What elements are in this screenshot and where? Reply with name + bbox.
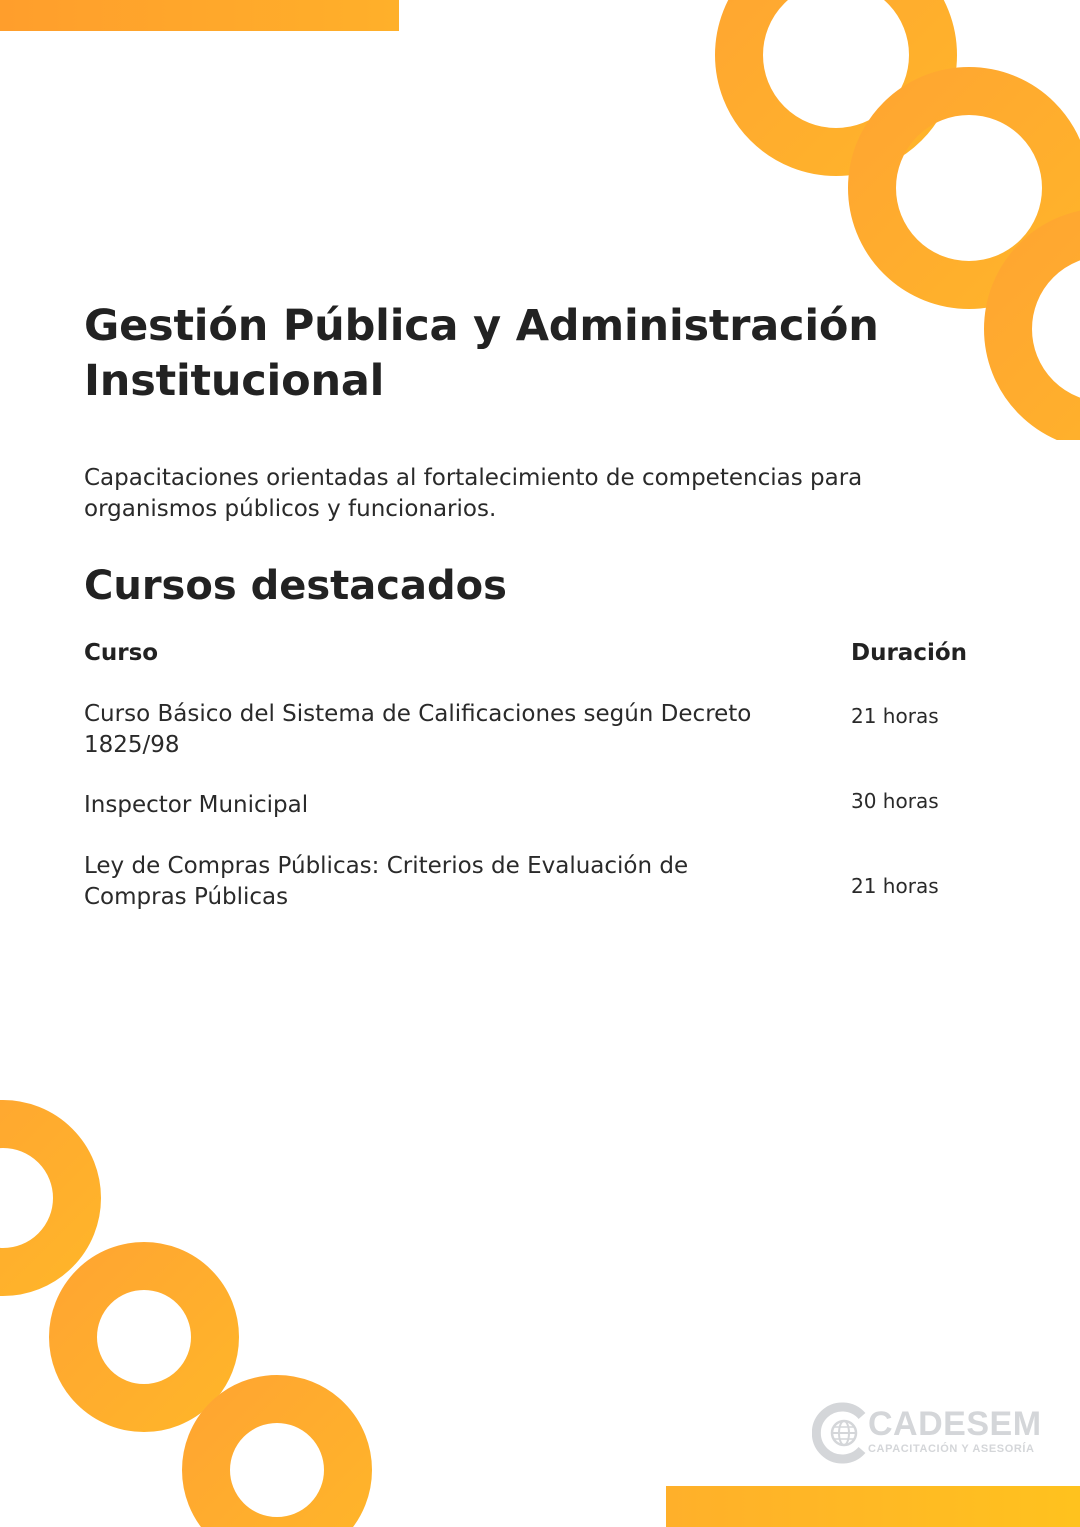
course-duration: 21 horas — [851, 704, 939, 728]
brand-tagline: CAPACITACIÓN Y ASESORÍA — [868, 1443, 1035, 1455]
page-title: Gestión Pública y Administración Institucional — [84, 301, 879, 406]
course-duration: 21 horas — [851, 874, 939, 898]
intro-paragraph: Capacitaciones orientadas al fortalecimiento de competencias para organismos públicos y funcionarios. — [84, 465, 863, 522]
column-header-duration: Duración — [851, 640, 968, 666]
course-duration: 30 horas — [851, 789, 939, 813]
column-header-course: Curso — [84, 640, 159, 666]
brand-name: CADESEM — [868, 1405, 1042, 1443]
cadesem-logo — [812, 1402, 1052, 1468]
globe-c-logo-icon — [812, 1402, 874, 1464]
top-accent-bar — [0, 0, 399, 31]
course-name: Curso Básico del Sistema de Calificaciones según Decreto 1825/98 — [84, 701, 752, 758]
section-title: Cursos destacados — [84, 563, 507, 609]
course-name: Ley de Compras Públicas: Criterios de Evaluación de Compras Públicas — [84, 853, 689, 910]
course-name: Inspector Municipal — [84, 792, 309, 818]
bottom-accent-bar — [666, 1486, 1080, 1527]
decorative-ring-pattern-bottom-left — [0, 1090, 380, 1527]
